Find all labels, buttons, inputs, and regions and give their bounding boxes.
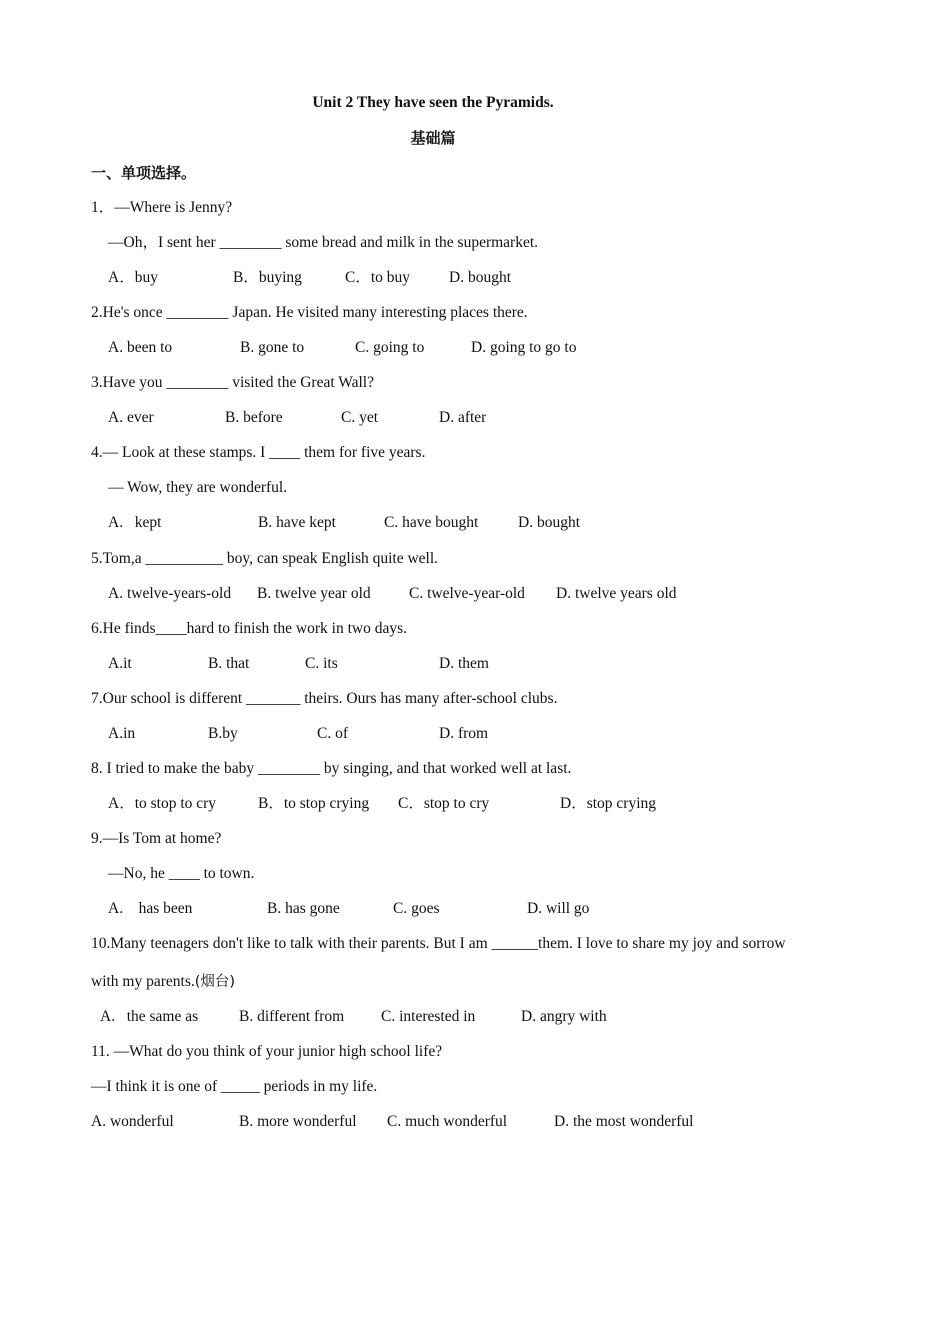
question-10-stem: 10.Many teenagers don't like to talk with their parents. But I am ______them. I love to share my joy and sorrow (91, 935, 786, 952)
option-c: C. twelve-year-old (409, 585, 525, 602)
option-a: A. has been (108, 900, 193, 917)
option-a: A. twelve-years-old (108, 585, 232, 602)
option-d: D. the most wonderful (554, 1113, 694, 1130)
question-10-source-note: (烟台) (194, 974, 236, 990)
option-a: A.in (108, 725, 136, 742)
option-a: A. been to (108, 339, 173, 356)
question-9-stem: 9.—Is Tom at home? (91, 830, 222, 847)
question-4-stem: 4.— Look at these stamps. I ____ them for five years. (91, 444, 426, 461)
option-d: D. bought (518, 514, 580, 531)
option-b: B. has gone (267, 900, 340, 917)
question-3-stem: 3.Have you ________ visited the Great Wall? (91, 374, 374, 391)
option-b: B. more wonderful (239, 1113, 357, 1130)
option-b: B. different from (239, 1008, 345, 1025)
option-d: D. bought (449, 269, 511, 286)
question-11-reply: —I think it is one of _____ periods in my life. (91, 1078, 378, 1095)
question-5-stem: 5.Tom,a __________ boy, can speak English quite well. (91, 550, 439, 567)
option-b: B. that (208, 655, 250, 672)
option-d: D. angry with (521, 1008, 607, 1025)
option-b: B．to stop crying (258, 795, 370, 812)
option-c: C. yet (341, 409, 379, 426)
option-d: D. after (439, 409, 487, 426)
option-a: A. kept (108, 514, 162, 531)
option-a: A. wonderful (91, 1113, 174, 1130)
question-11-stem: 11. —What do you think of your junior high school life? (91, 1043, 443, 1060)
section-heading: 一、单项选择。 (91, 164, 197, 182)
option-d: D. will go (527, 900, 590, 917)
option-b: B.by (208, 725, 238, 742)
option-a: A．buy (108, 269, 158, 286)
option-b: B. before (225, 409, 283, 426)
option-d: D．stop crying (560, 795, 657, 812)
option-c: C．to buy (345, 269, 411, 286)
question-10-stem-tail: with my parents. (91, 973, 195, 990)
question-6-stem: 6.He finds____hard to finish the work in two days. (91, 620, 407, 637)
option-a: A．to stop to cry (108, 795, 217, 812)
option-c: C. going to (355, 339, 425, 356)
option-a: A. the same as (100, 1008, 199, 1025)
option-b: B. gone to (240, 339, 305, 356)
option-c: C．stop to cry (398, 795, 490, 812)
option-c: C. goes (393, 900, 440, 917)
option-a: A.it (108, 655, 132, 672)
option-a: A. ever (108, 409, 154, 426)
option-d: D. twelve years old (556, 585, 677, 602)
question-10-stem-continued (91, 971, 235, 993)
option-c: C. of (317, 725, 348, 742)
question-2-stem: 2.He's once ________ Japan. He visited many interesting places there. (91, 304, 528, 321)
option-b: B．buying (233, 269, 302, 286)
option-d: D. from (439, 725, 489, 742)
question-9-reply: —No, he ____ to town. (108, 865, 255, 882)
question-1-stem: 1．—Where is Jenny? (91, 199, 233, 216)
option-c: C. much wonderful (387, 1113, 508, 1130)
option-b: B. twelve year old (257, 585, 371, 602)
option-b: B. have kept (258, 514, 336, 531)
question-1-reply: —Oh，I sent her ________ some bread and milk in the supermarket. (108, 234, 539, 251)
option-c: C. interested in (381, 1008, 476, 1025)
question-7-stem: 7.Our school is different _______ theirs. Ours has many after-school clubs. (91, 690, 558, 707)
option-c: C. its (305, 655, 338, 672)
option-d: D. them (439, 655, 489, 672)
option-d: D. going to go to (471, 339, 577, 356)
document-title: Unit 2 They have seen the Pyramids. (312, 94, 554, 111)
question-4-reply: — Wow, they are wonderful. (108, 479, 288, 496)
document-subtitle: 基础篇 (410, 129, 456, 147)
option-c: C. have bought (384, 514, 479, 531)
question-8-stem: 8. I tried to make the baby ________ by singing, and that worked well at last. (91, 760, 572, 777)
